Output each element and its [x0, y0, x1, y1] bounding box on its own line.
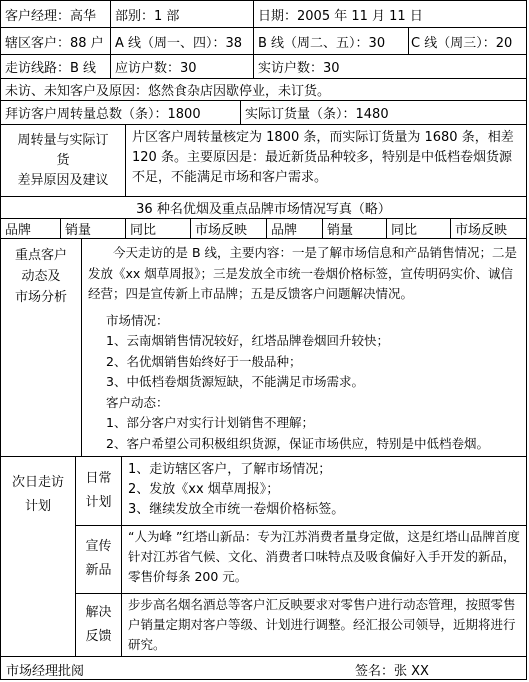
promo-label	[76, 525, 122, 593]
clients-total-cell: 辖区客户：88 户	[1, 28, 111, 54]
daily-label-line: 计划	[85, 495, 112, 510]
brands-header-row	[1, 219, 526, 239]
turnover-row	[1, 101, 526, 125]
col-yoy: 同比	[126, 219, 191, 238]
market-item: 1、云南烟销售情况较好，红塔品牌卷烟回升较快；	[106, 333, 389, 348]
diff-label-line: 周转量与实际订	[17, 132, 109, 148]
clients-a-line-cell: A 线（周一、四）：38	[111, 28, 254, 54]
daily-item: 3、继续发放全市统一卷烟价格标签。	[128, 502, 345, 517]
brands-title: 36 种名优烟及重点品牌市场情况写真（略）	[136, 202, 391, 217]
market-title: 市场情况：	[106, 312, 169, 328]
client-item: 2、客户希望公司积极组织货源，保证市场供应，特别是中低档卷烟。	[106, 435, 489, 451]
analysis-label-line: 市场分析	[14, 290, 67, 305]
brands-title-row	[1, 197, 526, 219]
footer-row	[1, 657, 526, 679]
signature-label: 签名：张 XX	[355, 664, 429, 679]
solve-label-line: 反馈	[85, 628, 112, 644]
actual-visit-cell: 实访户数：30	[258, 61, 340, 76]
client-title: 客户动态：	[106, 394, 169, 410]
promo-label-line: 新品	[85, 563, 112, 578]
dept-cell: 部别：1 部	[111, 1, 254, 27]
daily-item: 2、发放《xx 烟草周报》；	[128, 482, 280, 497]
analysis-row	[1, 239, 526, 457]
header-row	[1, 1, 526, 28]
solve-label-line: 解决	[85, 604, 112, 620]
plan-label-line: 计划	[24, 499, 51, 514]
solve-text: 步步高名烟名酒总等客户汇反映要求对零售户进行动态管理，按照零售户销量定期对客户等级、计划进行调整。经汇报公司领导，近期将进行研究。	[128, 597, 516, 652]
clients-c-line-cell: C 线（周三）：20	[411, 35, 513, 51]
analysis-content	[82, 239, 526, 456]
should-visit-cell: 应访户数：30	[111, 55, 254, 78]
plan-label-line: 次日走访	[11, 475, 64, 490]
plan-row	[1, 457, 526, 657]
daily-item: 1、走访辖区客户，了解市场情况；	[128, 462, 332, 477]
diff-label-line: 货	[56, 152, 70, 168]
solve-row	[76, 593, 526, 656]
clients-row	[1, 28, 526, 55]
col-sales: 销量	[61, 219, 126, 238]
promo-row	[76, 525, 526, 594]
date-cell: 日期：2005 年 11 月 11 日	[258, 8, 423, 24]
col-feedback-2: 市场反映	[455, 223, 508, 238]
manager-cell: 客户经理：高华	[1, 1, 111, 27]
diff-label	[1, 125, 126, 196]
analysis-label	[1, 239, 82, 456]
col-yoy-2: 同比	[387, 219, 451, 238]
diff-label-line: 差异原因及建议	[17, 172, 109, 188]
clients-b-line-cell: B 线（周二、五）：30	[254, 28, 409, 54]
col-sales-2: 销量	[323, 219, 387, 238]
col-brand: 品牌	[1, 219, 61, 238]
orders-cell: 实际订货量（条）：1480	[245, 107, 389, 122]
analysis-intro: 今天走访的是 B 线，主要内容：一是了解市场信息和产品销售情况；二是发放《xx 烟草周报》；三是发放全市统一卷烟价格标签，宣传明码实价、诚信经营；四是宣传新上市品牌；五是反馈客户问题解决情况。	[88, 245, 518, 301]
unvisited-cell: 未访、未知客户及原因：悠然食杂店因歇停业，未订货。	[5, 84, 331, 99]
unvisited-row	[1, 79, 526, 101]
col-feedback: 市场反映	[191, 219, 267, 238]
promo-label-line: 宣传	[85, 539, 112, 554]
daily-items	[122, 457, 526, 525]
col-brand-2: 品牌	[267, 219, 323, 238]
daily-label-line: 日常	[85, 471, 112, 486]
market-item: 3、中低档卷烟货源短缺，不能满足市场需求。	[106, 374, 364, 389]
diff-row	[1, 125, 526, 197]
plan-label	[1, 457, 76, 656]
promo-text: “人为峰 ”红塔山新品：专为江苏消费者量身定做，这是红塔山品牌首度针对江苏省气候、文化、消费者口味特点及吸食偏好入手开发的新品，零售价每条 200 元。	[128, 529, 520, 584]
client-item: 1、部分客户对实行计划销售不理解；	[106, 415, 314, 430]
diff-text: 片区客户周转量核定为 1800 条，而实际订货量为 1680 条，相差 120 条。主要原因是：最近新货品种较多，特别是中低档卷烟货源不足，不能满足市场和客户需求。	[132, 130, 514, 185]
market-item: 2、名优烟销售始终好于一般品种；	[106, 353, 302, 369]
analysis-label-line: 动态及	[21, 269, 61, 284]
daily-plan-row	[76, 457, 526, 526]
solve-label	[76, 593, 122, 656]
approval-label: 市场经理批阅	[6, 664, 85, 679]
weekly-turnover-cell: 拜访客户周转量总数（条）：1800	[1, 101, 241, 124]
visit-row	[1, 55, 526, 79]
visit-line-cell: 走访线路：B 线	[1, 55, 111, 78]
daily-label	[76, 457, 122, 525]
analysis-label-line: 重点客户	[14, 248, 67, 263]
